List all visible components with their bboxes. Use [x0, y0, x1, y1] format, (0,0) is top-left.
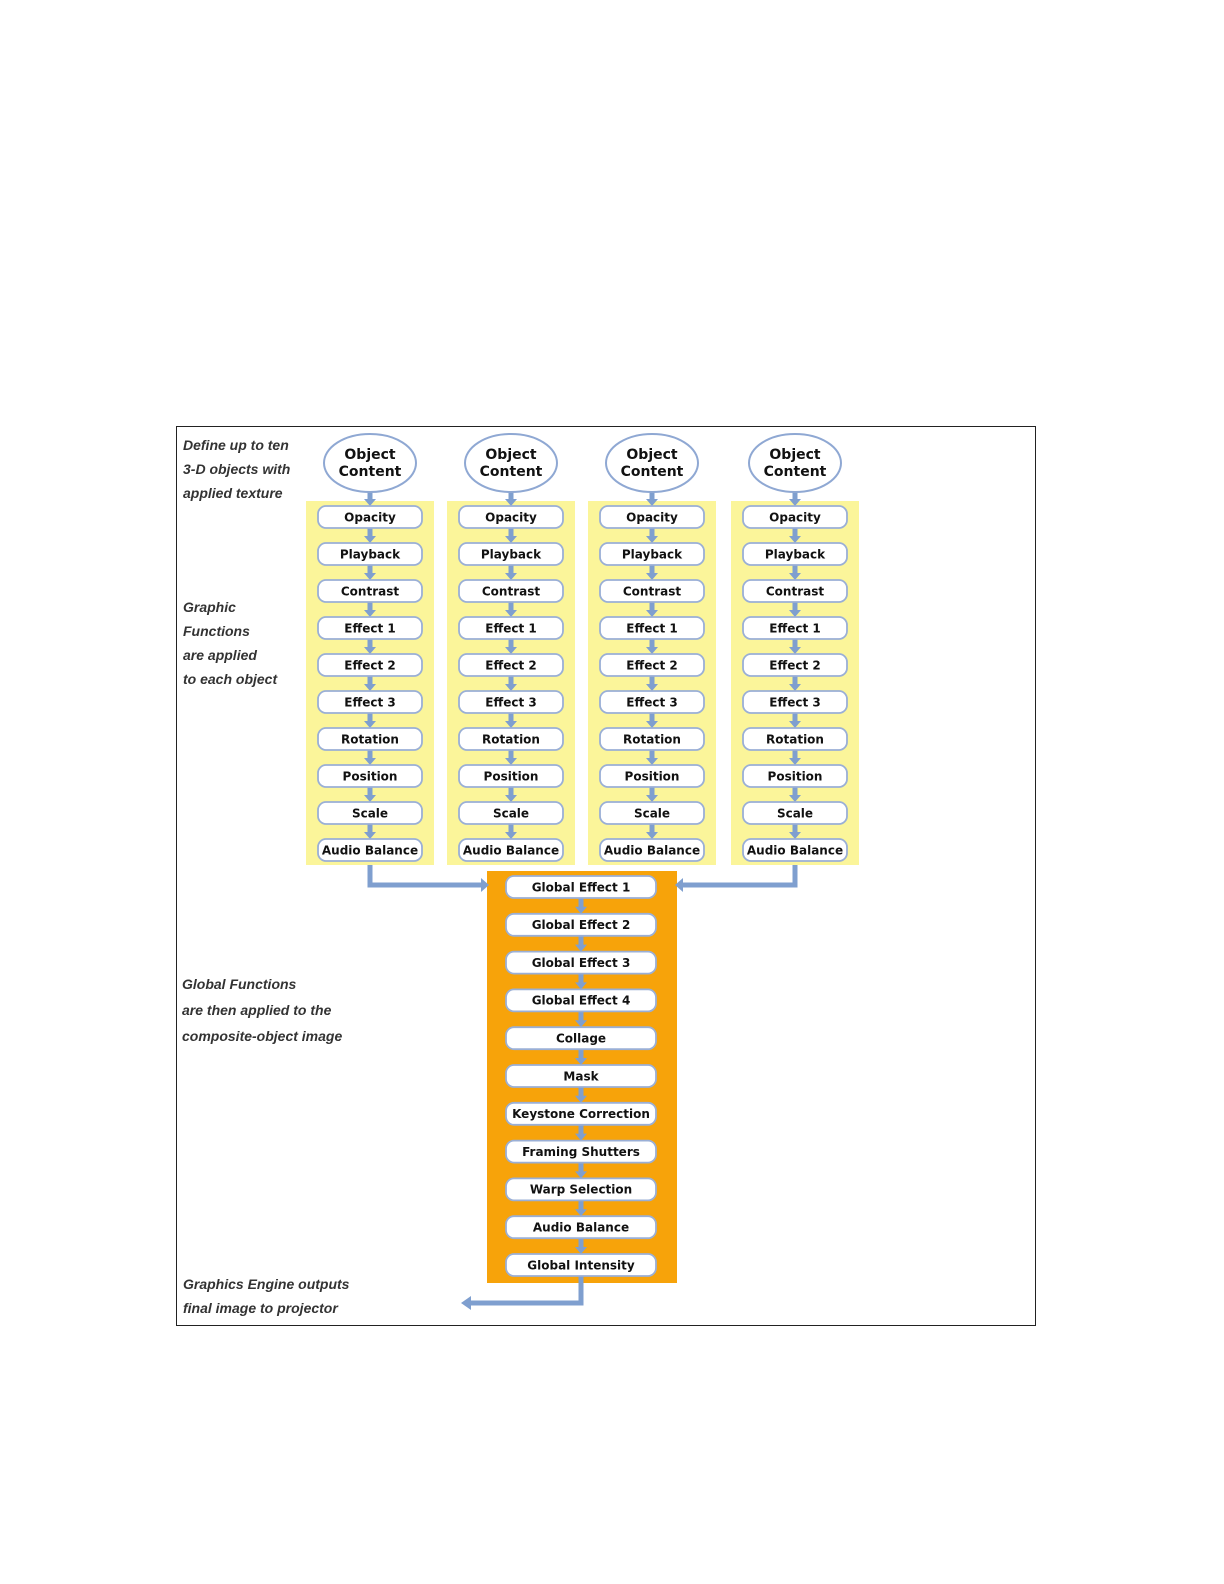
function-node: [600, 765, 704, 787]
function-label: Global Effect 2: [531, 918, 631, 933]
function-node: [743, 802, 847, 824]
note-line: are applied: [183, 647, 257, 663]
function-label: Rotation: [341, 732, 399, 747]
object-content-node: [465, 434, 557, 492]
function-label: Scale: [492, 806, 530, 821]
function-label: Audio Balance: [532, 1220, 630, 1235]
function-node: [459, 728, 563, 750]
function-node: [318, 654, 422, 676]
function-node: [506, 1065, 656, 1087]
function-label: Audio Balance: [746, 843, 844, 858]
function-node: [318, 617, 422, 639]
function-label: Audio Balance: [462, 843, 560, 858]
function-label: Effect 3: [769, 695, 821, 710]
function-label: Rotation: [482, 732, 540, 747]
function-node: [459, 765, 563, 787]
function-label: Opacity: [769, 510, 821, 525]
function-node: [459, 802, 563, 824]
object-content-label: Object: [485, 447, 537, 463]
function-node: [506, 1216, 656, 1238]
function-node: [506, 1103, 656, 1125]
function-node: [600, 728, 704, 750]
function-label: Position: [624, 769, 680, 784]
object-content-ellipse: [606, 434, 698, 492]
function-label: Scale: [351, 806, 389, 821]
function-label: Keystone Correction: [512, 1107, 650, 1122]
function-node: [600, 580, 704, 602]
function-label: Effect 1: [769, 621, 821, 636]
function-node: [600, 654, 704, 676]
diagram-frame: [176, 426, 1036, 1326]
object-content-label: Content: [479, 464, 543, 480]
function-label: Global Effect 4: [531, 993, 631, 1008]
object-content-node: [324, 434, 416, 492]
function-label: Rotation: [623, 732, 681, 747]
function-node: [459, 543, 563, 565]
function-label: Effect 2: [485, 658, 537, 673]
function-label: Scale: [776, 806, 814, 821]
function-node: [318, 839, 422, 861]
function-node: [459, 506, 563, 528]
function-label: Effect 1: [344, 621, 396, 636]
object-content-ellipse: [749, 434, 841, 492]
note-line: Define up to ten: [183, 437, 289, 453]
function-label: Global Effect 1: [531, 880, 631, 895]
note-line: Functions: [183, 623, 250, 639]
function-node: [743, 839, 847, 861]
note-line: final image to projector: [183, 1300, 338, 1316]
function-node: [506, 989, 656, 1011]
function-node: [318, 506, 422, 528]
function-label: Position: [483, 769, 539, 784]
function-label: Opacity: [485, 510, 537, 525]
note-line: applied texture: [183, 485, 283, 501]
function-label: Collage: [555, 1031, 607, 1046]
arrow-head: [461, 1296, 471, 1310]
function-label: Playback: [621, 547, 683, 562]
function-label: Contrast: [340, 584, 400, 599]
function-node: [600, 506, 704, 528]
object-content-node: [749, 434, 841, 492]
function-node: [506, 1141, 656, 1163]
function-node: [600, 543, 704, 565]
node-layer: [318, 434, 847, 1276]
function-node: [743, 654, 847, 676]
function-label: Effect 1: [485, 621, 537, 636]
note-line: Graphic: [183, 599, 236, 615]
function-label: Global Effect 3: [531, 955, 631, 970]
note-line: are then applied to the: [182, 1002, 332, 1018]
object-content-label: Object: [626, 447, 678, 463]
function-node: [318, 765, 422, 787]
function-label: Contrast: [765, 584, 825, 599]
function-label: Effect 1: [626, 621, 678, 636]
function-node: [743, 765, 847, 787]
function-node: [318, 728, 422, 750]
function-node: [600, 802, 704, 824]
function-node: [600, 839, 704, 861]
function-label: Warp Selection: [529, 1182, 633, 1197]
function-node: [743, 580, 847, 602]
function-label: Effect 2: [626, 658, 678, 673]
object-content-ellipse: [324, 434, 416, 492]
function-node: [459, 839, 563, 861]
function-node: [459, 654, 563, 676]
function-node: [743, 728, 847, 750]
note-line: composite-object image: [182, 1028, 343, 1044]
function-node: [318, 691, 422, 713]
object-content-node: [606, 434, 698, 492]
note-line: 3-D objects with: [183, 461, 291, 477]
function-label: Effect 3: [344, 695, 396, 710]
function-node: [743, 691, 847, 713]
note-line: Graphics Engine outputs: [183, 1276, 350, 1292]
function-node: [318, 802, 422, 824]
function-node: [506, 1178, 656, 1200]
note-line: Global Functions: [182, 976, 297, 992]
object-content-label: Content: [338, 464, 402, 480]
function-label: Audio Balance: [321, 843, 419, 858]
function-label: Effect 2: [344, 658, 396, 673]
function-label: Position: [767, 769, 823, 784]
function-node: [459, 617, 563, 639]
function-node: [600, 617, 704, 639]
function-label: Audio Balance: [603, 843, 701, 858]
function-label: Playback: [480, 547, 542, 562]
function-label: Opacity: [344, 510, 396, 525]
function-label: Mask: [563, 1069, 599, 1084]
connector-line: [683, 865, 795, 885]
function-label: Effect 2: [769, 658, 821, 673]
connector-line: [370, 865, 481, 885]
function-node: [318, 543, 422, 565]
function-node: [506, 952, 656, 974]
function-label: Global Intensity: [527, 1258, 635, 1273]
function-node: [506, 1027, 656, 1049]
object-content-label: Content: [620, 464, 684, 480]
function-node: [459, 580, 563, 602]
function-node: [506, 914, 656, 936]
function-label: Playback: [764, 547, 826, 562]
function-node: [459, 691, 563, 713]
function-label: Playback: [339, 547, 401, 562]
function-label: Effect 3: [626, 695, 678, 710]
function-label: Effect 3: [485, 695, 537, 710]
function-label: Opacity: [626, 510, 678, 525]
function-label: Position: [342, 769, 398, 784]
object-content-label: Object: [769, 447, 821, 463]
function-node: [743, 506, 847, 528]
function-node: [318, 580, 422, 602]
object-content-label: Object: [344, 447, 396, 463]
function-node: [743, 543, 847, 565]
function-label: Contrast: [481, 584, 541, 599]
function-label: Rotation: [766, 732, 824, 747]
function-node: [743, 617, 847, 639]
function-label: Framing Shutters: [522, 1144, 640, 1159]
object-content-label: Content: [763, 464, 827, 480]
function-node: [600, 691, 704, 713]
function-label: Contrast: [622, 584, 682, 599]
processing-pipeline-diagram: [177, 427, 1035, 1325]
function-label: Scale: [633, 806, 671, 821]
object-content-ellipse: [465, 434, 557, 492]
note-line: to each object: [183, 671, 278, 687]
function-node: [506, 1254, 656, 1276]
function-node: [506, 876, 656, 898]
